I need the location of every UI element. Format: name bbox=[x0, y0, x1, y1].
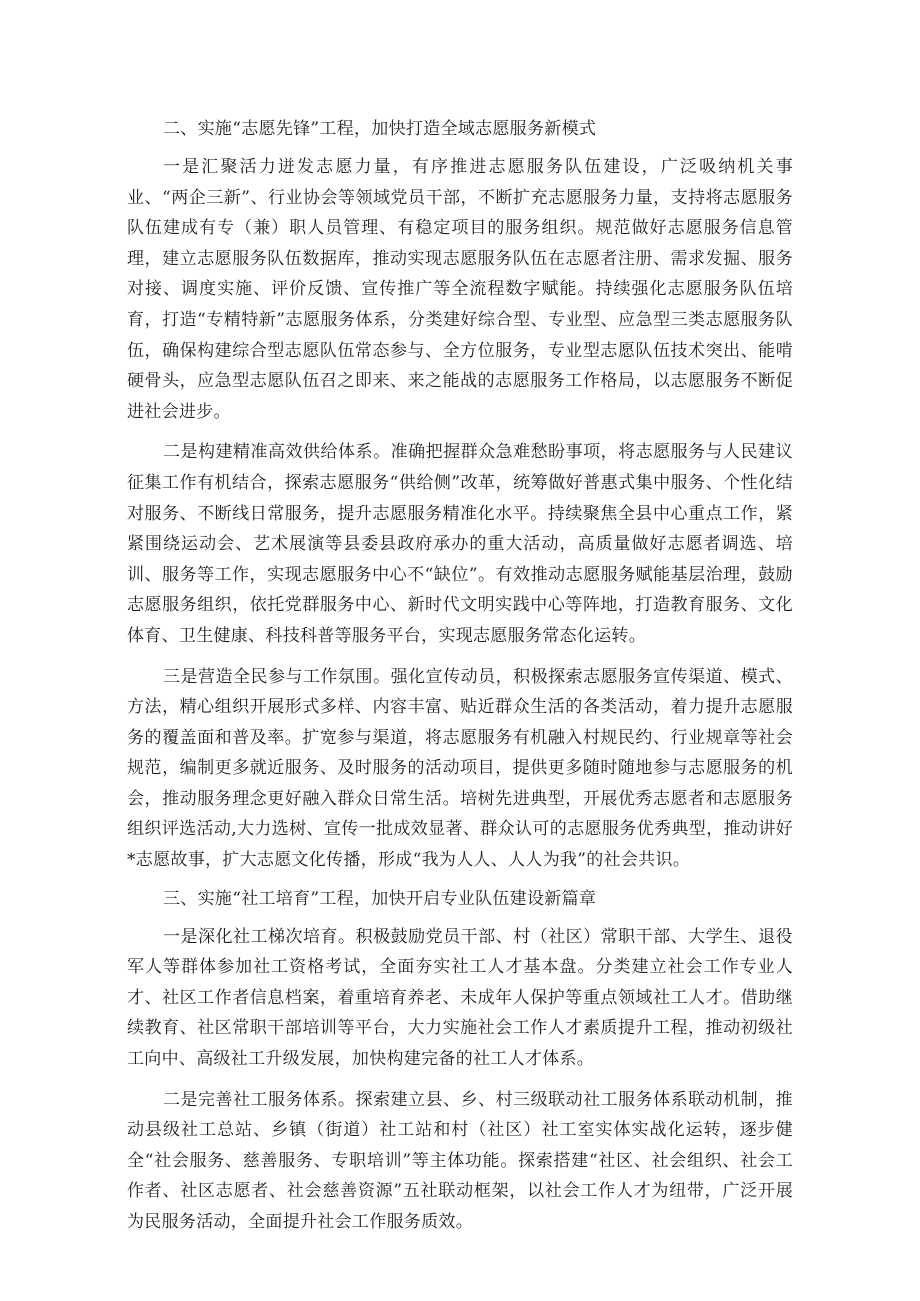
section-heading-2: 二、实施“志愿先锋”工程，加快打造全域志愿服务新模式 bbox=[163, 119, 597, 139]
paragraph-supply-system: 二是构建精准高效供给体系。准确把握群众急难愁盼事项，将志愿服务与人民建议征集工作有机结合，探索志愿服务“供给侧”改革，统筹做好普惠式集中服务、个性化结对服务、不断线日常服务，提升志愿服务精准化水平。持续聚焦全县中心重点工作，紧紧围绕运动会、艺术展演等县委县政府承办的重大活动，高质量做好志愿者调选、培训、服务等工作，实现志愿服务中心不“缺位”。有效推动志愿服务赋能基层治理，鼓励志愿服务组织，依托党群服务中心、新时代文明实践中心等阵地，打造教育服务、文化体育、卫生健康、科技科普等服务平台，实现志愿服务常态化运转。 bbox=[127, 442, 793, 646]
document-body bbox=[127, 114, 793, 1248]
section-heading-3: 三、实施“社工培育”工程，加快开启专业队伍建设新篇章 bbox=[163, 888, 597, 909]
paragraph-social-worker-training: 一是深化社工梯次培育。积极鼓励党员干部、村（社区）常职干部、大学生、退役军人等群体参加社工资格考试，全面夯实社工人才基本盘。分类建立社会工作专业人才、社区工作者信息档案，着重培育养老、未成年人保护等重点领域社工人才。借助继续教育、社区常职干部培训等平台，大力实施社会工作人才素质提升工程，推动初级社工向中、高级社工升级发展，加快构建完备的社工人才体系。 bbox=[127, 926, 793, 1070]
paragraph-volunteer-force: 一是汇聚活力迸发志愿力量，有序推进志愿服务队伍建设，广泛吸纳机关事业、“两企三新”、行业协会等领域党员干部，不断扩充志愿服务力量，支持将志愿服务队伍建成有专（兼）职人员管理、有稳定项目的服务组织。规范做好志愿服务信息管理，建立志愿服务队伍数据库，推动实现志愿服务队伍在志愿者注册、需求发掘、服务对接、调度实施、评价反馈、宣传推广等全流程数字赋能。持续强化志愿服务队伍培育，打造“专精特新”志愿服务体系，分类建好综合型、专业型、应急型三类志愿服务队伍，确保构建综合型志愿队伍常态参与、全方位服务，专业型志愿队伍技术突出、能啃硬骨头，应急型志愿队伍召之即来、来之能战的志愿服务工作格局，以志愿服务不断促进社会进步。 bbox=[127, 157, 793, 422]
paragraph-participation-atmosphere: 三是营造全民参与工作氛围。强化宣传动员，积极探索志愿服务宣传渠道、模式、方法，精心组织开展形式多样、内容丰富、贴近群众生活的各类活动，着力提升志愿服务的覆盖面和普及率。扩宽参与渠道，将志愿服务有机融入村规民约、行业规章等社会规范，编制更多就近服务、及时服务的活动项目，提供更多随时随地参与志愿服务的机会，推动服务理念更好融入群众日常生活。培树先进典型，开展优秀志愿者和志愿服务组织评选活动,大力选树、宣传一批成效显著、群众认可的志愿服务优秀典型，推动讲好*志愿故事，扩大志愿文化传播，形成“我为人人、人人为我”的社会共识。 bbox=[127, 666, 793, 871]
paragraph-social-service-system: 二是完善社工服务体系。探索建立县、乡、村三级联动社工服务体系联动机制，推动县级社工总站、乡镇（街道）社工站和村（社区）社工室实体实战化运转，逐步健全“社会服务、慈善服务、专职培训”等主体功能。探索搭建“社区、社会组织、社会工作者、社区志愿者、社会慈善资源”五社联动框架，以社会工作人才为纽带，广泛开展为民服务活动，全面提升社会工作服务质效。 bbox=[127, 1089, 793, 1232]
